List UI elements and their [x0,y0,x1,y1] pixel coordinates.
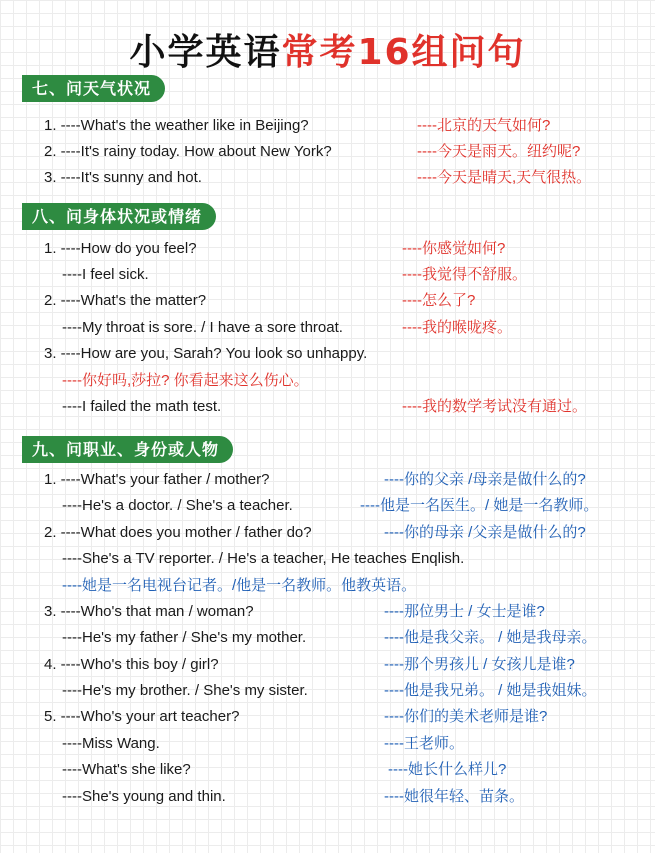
line-zh: ----你们的美术老师是谁? [384,708,548,725]
section-heading-weather: 七、问天气状况 [22,75,165,102]
line-en: 3. ----Who's that man / woman? [44,603,254,620]
line-en: 4. ----Who's this boy / girl? [44,656,219,673]
line-zh: ----那位男士 / 女士是谁? [384,603,545,620]
line-en: 2. ----What does you mother / father do? [44,524,312,541]
line-zh: ----今天是晴天,天气很热。 [417,169,592,186]
line-zh: ----我的数学考试没有通过。 [402,398,587,415]
line-en: ----Miss Wang. [62,735,160,752]
line-en: ----She's a TV reporter. / He's a teacher, He teaches Enqlish. [62,550,465,567]
line-en: 1. ----What's the weather like in Beijing? [44,117,309,134]
line-zh: ----她是一名电视台记者。/他是一名教师。他教英语。 [62,577,417,594]
line-en: ----I feel sick. [62,266,149,283]
line-en: ----My throat is sore. / I have a sore throat. [62,319,343,336]
line-en: 1. ----How do you feel? [44,240,197,257]
line-en: ----He's a doctor. / She's a teacher. [62,497,293,514]
line-zh: ----那个男孩儿 / 女孩儿是谁? [384,656,575,673]
line-zh: ----怎么了? [402,292,476,309]
line-zh: ----你的母亲 /父亲是做什么的? [384,524,586,541]
section-heading-jobs: 九、问职业、身份或人物 [22,436,233,463]
line-zh: ----她很年轻、苗条。 [384,788,524,805]
line-en: ----He's my father / She's my mother. [62,629,307,646]
line-en: 3. ----It's sunny and hot. [44,169,202,186]
line-zh: ----我觉得不舒服。 [402,266,527,283]
line-zh: ----他是我父亲。 / 她是我母亲。 [384,629,597,646]
line-en: ----What's she like? [62,761,191,778]
line-en: ----She's young and thin. [62,788,226,805]
line-zh: ----今天是雨天。纽约呢? [417,143,581,160]
title-red: 常考16组问句 [281,32,526,73]
line-en: 2. ----What's the matter? [44,292,207,309]
line-zh: ----他是一名医生。/ 她是一名教师。 [360,497,599,514]
line-zh: ----她长什么样儿? [388,761,507,778]
line-zh: ----你好吗,莎拉? 你看起来这么伤心。 [62,372,309,389]
line-zh: ----他是我兄弟。 / 她是我姐妹。 [384,682,597,699]
line-zh: ----北京的天气如何? [417,117,551,134]
line-zh: ----我的喉咙疼。 [402,319,512,336]
line-en: 2. ----It's rainy today. How about New York? [44,143,332,160]
line-en: 1. ----What's your father / mother? [44,471,270,488]
line-en: 3. ----How are you, Sarah? You look so unhappy. [44,345,368,362]
line-zh: ----你的父亲 /母亲是做什么的? [384,471,586,488]
line-zh: ----你感觉如何? [402,240,506,257]
line-en: ----I failed the math test. [62,398,222,415]
title-black: 小学英语 [129,32,282,73]
page-title [0,24,655,75]
line-en: 5. ----Who's your art teacher? [44,708,240,725]
section-heading-health: 八、问身体状况或情绪 [22,203,216,230]
line-zh: ----王老师。 [384,735,464,752]
line-en: ----He's my brother. / She's my sister. [62,682,308,699]
